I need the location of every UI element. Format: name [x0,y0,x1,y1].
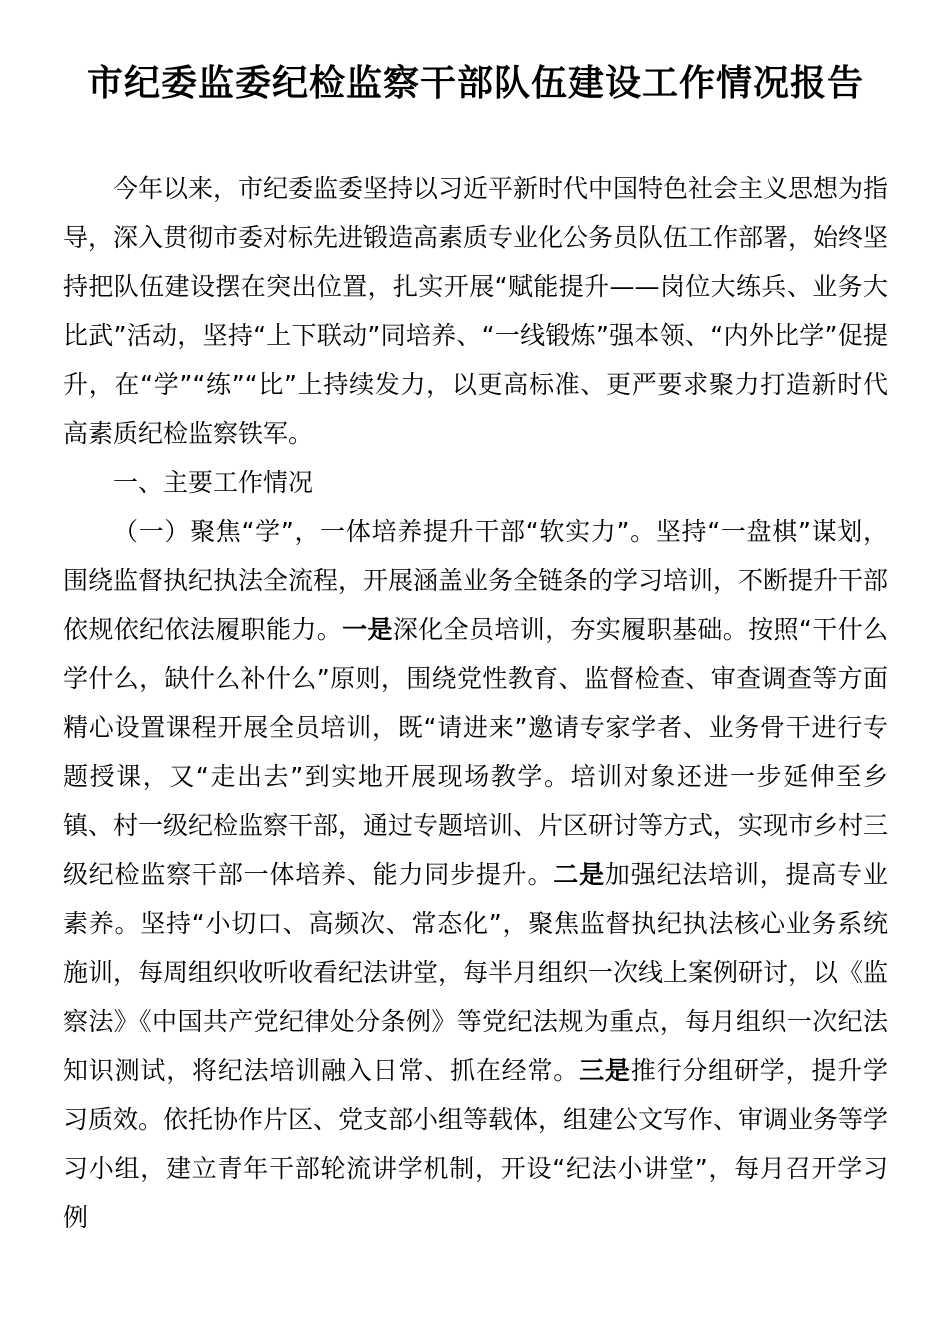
text-run: 深化全员培训，夯实履职基础。按照“干什么学什么，缺什么补什么”原则，围绕党性教育、监督检查、审查调查等方面精心设置课程开展全员培训，既“请进来”邀请专家学者、业务骨干进行专题授课，又“走出去”到实地开展现场教学。培训对象还进一步延伸至乡镇、村一级纪检监察干部，通过专题培训、片区研讨等方式，实现市乡村三级纪检监察干部一体培养、能力同步提升。 [63,615,889,889]
paragraph-intro [63,164,888,458]
bold-text-run: 三是 [579,1056,631,1085]
text-run: 今年以来，市纪委监委坚持以习近平新时代中国特色社会主义思想为指导，深入贯彻市委对标先进锻造高素质专业化公务员队伍工作部署，始终坚持把队伍建设摆在突出位置，扎实开展“赋能提升——岗位大练兵、业务大比武”活动，坚持“上下联动”同培养、“一线锻炼”强本领、“内外比学”促提升，在“学”“练”“比”上持续发力，以更高标准、更严要求聚力打造新时代高素质纪检监察铁军。 [63,174,889,448]
text-run: 推行分组研学，提升学习质效。依托协作片区、党支部小组等载体，组建公文写作、审调业务等学习小组，建立青年干部轮流讲学机制，开设“纪法小讲堂”，每月召开学习例 [63,1056,889,1232]
document-body [63,164,888,1242]
paragraph-section-heading [63,458,888,507]
text-run: 一、主要工作情况 [113,468,314,497]
bold-text-run: 一是 [342,615,393,644]
document-title: 市纪委监委纪检监察干部队伍建设工作情况报告 [86,63,864,104]
text-run: 加强纪法培训，提高专业素养。坚持“小切口、高频次、常态化”，聚焦监督执纪执法核心业务系统施训，每周组织收听收看纪法讲堂，每半月组织一次线上案例研讨，以《监察法》《中国共产党纪律处分条例》等党纪法规为重点，每月组织一次纪法知识测试，将纪法培训融入日常、抓在经常。 [63,860,889,1085]
text-run: （一）聚焦“学”，一体培养提升干部“软实力”。坚持“一盘棋”谋划，围绕监督执纪执法全流程，开展涵盖业务全链条的学习培训，不断提升干部依规依纪依法履职能力。 [63,517,889,644]
paragraph-section-1 [63,507,888,1242]
bold-text-run: 二是 [553,860,605,889]
